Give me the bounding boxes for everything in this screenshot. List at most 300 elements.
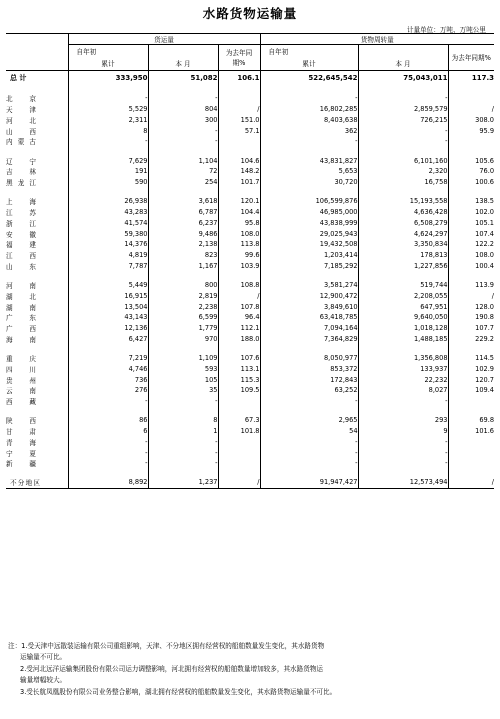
region-name-text: 湖北 — [6, 292, 36, 301]
region-name-text: 不分地区 — [10, 479, 40, 488]
region-name-text: 北京 — [6, 95, 36, 104]
region-name-text: 吉林 — [6, 168, 36, 177]
spacer-cell — [448, 344, 494, 353]
table-cell: - — [148, 396, 218, 407]
table-row — [6, 218, 494, 229]
table-cell: - — [68, 396, 148, 407]
table-cell: 6,599 — [148, 312, 218, 323]
spacer-cell — [358, 147, 448, 156]
table-cell: 293 — [358, 415, 448, 426]
table-cell: 1,109 — [148, 353, 218, 364]
table-cell: - — [148, 93, 218, 104]
spacer-cell — [448, 147, 494, 156]
table-row — [6, 155, 494, 166]
spacer-cell — [6, 469, 68, 478]
region-name-text: 贵州 — [6, 376, 36, 385]
region-name — [6, 426, 68, 437]
table-cell — [218, 93, 260, 104]
table-cell: 8 — [148, 415, 218, 426]
total-cell: 106.1 — [218, 71, 260, 85]
table-cell: 6,508,279 — [358, 218, 448, 229]
region-name — [6, 291, 68, 302]
total-cell: 117.3 — [448, 71, 494, 85]
spacer-cell — [218, 188, 260, 197]
table-cell: 12,136 — [68, 323, 148, 334]
page-title: 水路货物运输量 — [202, 6, 298, 21]
header-yoy-1: 为去年同期% — [218, 45, 260, 71]
spacer-cell — [148, 271, 218, 280]
table-cell: - — [358, 396, 448, 407]
header-ytd-2: 自年初 — [260, 45, 358, 57]
spacer-cell — [358, 407, 448, 416]
spacer-cell — [358, 344, 448, 353]
table-cell: 823 — [148, 250, 218, 261]
spacer-cell — [6, 147, 68, 156]
table-cell: - — [260, 458, 358, 469]
table-cell: 12,900,472 — [260, 291, 358, 302]
header-group-freight-volume: 货运量 — [68, 34, 260, 45]
header-cum-1: 累计 — [68, 57, 148, 71]
table-cell: 2,138 — [148, 239, 218, 250]
table-cell: 105.1 — [448, 218, 494, 229]
table-cell: 105 — [148, 374, 218, 385]
region-name — [6, 385, 68, 396]
table-cell: 16,758 — [358, 177, 448, 188]
region-name-text: 山西 — [6, 127, 36, 136]
table-cell: 16,915 — [68, 291, 148, 302]
region-name-text: 广东 — [6, 314, 36, 323]
table-cell — [448, 396, 494, 407]
header-month-top-2 — [358, 45, 448, 57]
table-row — [6, 125, 494, 136]
spacer-cell — [218, 407, 260, 416]
header-cum-2: 累计 — [260, 57, 358, 71]
table-cell — [218, 136, 260, 147]
table-cell: - — [148, 125, 218, 136]
table-row — [6, 477, 494, 488]
table-body — [6, 71, 494, 489]
spacer-cell — [6, 344, 68, 353]
spacer-cell — [218, 147, 260, 156]
table-cell: 1,356,808 — [358, 353, 448, 364]
table-cell: 59,380 — [68, 228, 148, 239]
table-cell: 113.9 — [448, 280, 494, 291]
table-cell: 115.3 — [218, 374, 260, 385]
table-cell: 104.4 — [218, 207, 260, 218]
table-cell: 101.6 — [448, 426, 494, 437]
table-cell: 113.1 — [218, 364, 260, 375]
region-name-text: 重庆 — [6, 355, 36, 364]
spacer-row — [6, 469, 494, 478]
table-cell: 63,418,785 — [260, 312, 358, 323]
table-cell: 1,203,414 — [260, 250, 358, 261]
table-cell: 308.0 — [448, 115, 494, 126]
table-row — [6, 207, 494, 218]
table-cell: 5,449 — [68, 280, 148, 291]
table-cell — [218, 447, 260, 458]
table-cell: 14,376 — [68, 239, 148, 250]
table-cell: 2,238 — [148, 301, 218, 312]
table-cell: - — [148, 136, 218, 147]
table-cell: 109.4 — [448, 385, 494, 396]
table-cell: 107.4 — [448, 228, 494, 239]
table-cell: 970 — [148, 334, 218, 345]
region-name — [6, 261, 68, 272]
table-cell: / — [448, 104, 494, 115]
region-name-text: 广西 — [6, 325, 36, 334]
table-cell: 107.6 — [218, 353, 260, 364]
spacer-cell — [6, 85, 68, 94]
table-cell: 108.0 — [448, 250, 494, 261]
table-cell: 1,104 — [148, 155, 218, 166]
region-name-text: 河南 — [6, 282, 36, 291]
table-cell: 8 — [68, 125, 148, 136]
table-row — [6, 334, 494, 345]
table-cell — [448, 93, 494, 104]
note-line: 运输量不可比。 — [20, 653, 67, 662]
spacer-cell — [68, 188, 148, 197]
table-cell: 8,027 — [358, 385, 448, 396]
header-month-1: 本 月 — [148, 57, 218, 71]
region-name — [6, 353, 68, 364]
spacer-cell — [218, 469, 260, 478]
region-name — [6, 166, 68, 177]
spacer-cell — [148, 344, 218, 353]
table-cell: - — [260, 447, 358, 458]
table-cell: 95.9 — [448, 125, 494, 136]
table-cell: - — [358, 437, 448, 448]
table-cell: 114.5 — [448, 353, 494, 364]
table-cell: 57.1 — [218, 125, 260, 136]
spacer-cell — [260, 344, 358, 353]
table-cell: 102.9 — [448, 364, 494, 375]
table-cell: 7,219 — [68, 353, 148, 364]
table-cell: 229.2 — [448, 334, 494, 345]
table-row — [6, 364, 494, 375]
table-cell: 3,581,274 — [260, 280, 358, 291]
table-cell: 2,965 — [260, 415, 358, 426]
table-cell: 254 — [148, 177, 218, 188]
region-name-text: 海南 — [6, 335, 36, 344]
region-name-text: 江苏 — [6, 209, 36, 218]
table-row — [6, 228, 494, 239]
header-group-turnover: 货物周转量 — [260, 34, 494, 45]
table-row — [6, 291, 494, 302]
spacer-cell — [358, 271, 448, 280]
spacer-cell — [218, 85, 260, 94]
table-cell: 362 — [260, 125, 358, 136]
table-cell: 7,185,292 — [260, 261, 358, 272]
region-name — [6, 125, 68, 136]
table-cell: 1 — [148, 426, 218, 437]
spacer-row — [6, 407, 494, 416]
table-cell: 6 — [68, 426, 148, 437]
region-name-text: 青海 — [6, 438, 36, 447]
table-cell: 6,237 — [148, 218, 218, 229]
note-line: 3.受长航凤凰股份有限公司业务整合影响，湖北拥有经营权的船舶数量发生变化，其水路货物运输量不可比。 — [20, 687, 337, 696]
table-cell: 120.1 — [218, 196, 260, 207]
table-cell: 804 — [148, 104, 218, 115]
note-line: 注：1.受天津中远散装运输有限公司重组影响，天津、不分地区拥有经营权的船舶数量发生变化，其水路货物 — [8, 642, 325, 650]
region-name — [6, 477, 68, 488]
spacer-cell — [6, 271, 68, 280]
table-cell: 519,744 — [358, 280, 448, 291]
region-name — [6, 301, 68, 312]
header-month-top-1 — [148, 45, 218, 57]
region-name — [6, 312, 68, 323]
spacer-cell — [448, 469, 494, 478]
table-cell: - — [148, 447, 218, 458]
table-cell: 188.0 — [218, 334, 260, 345]
spacer-cell — [148, 407, 218, 416]
region-name — [6, 177, 68, 188]
spacer-row — [6, 147, 494, 156]
table-row — [6, 458, 494, 469]
table-cell — [448, 447, 494, 458]
table-cell — [448, 136, 494, 147]
table-row — [6, 396, 494, 407]
table-cell: 108.0 — [218, 228, 260, 239]
table-row — [6, 136, 494, 147]
table-cell: - — [68, 93, 148, 104]
spacer-cell — [148, 147, 218, 156]
region-name-text: 山东 — [6, 262, 36, 271]
table-row — [6, 447, 494, 458]
table-cell: 63,252 — [260, 385, 358, 396]
table-cell: 128.0 — [448, 301, 494, 312]
table-cell: 76.0 — [448, 166, 494, 177]
table-cell: 29,025,943 — [260, 228, 358, 239]
table-cell: 120.7 — [448, 374, 494, 385]
table-cell: 7,787 — [68, 261, 148, 272]
spacer-cell — [148, 188, 218, 197]
table-cell: - — [358, 125, 448, 136]
spacer-cell — [260, 469, 358, 478]
region-name — [6, 93, 68, 104]
region-name-text: 湖南 — [6, 303, 36, 312]
freight-table — [6, 33, 494, 489]
table-row — [6, 196, 494, 207]
spacer-cell — [68, 344, 148, 353]
table-row — [6, 353, 494, 364]
region-name — [6, 374, 68, 385]
table-cell: 122.2 — [448, 239, 494, 250]
region-name-text: 陕西 — [6, 417, 36, 426]
spacer-cell — [448, 407, 494, 416]
table-cell: 5,529 — [68, 104, 148, 115]
table-cell: / — [448, 477, 494, 488]
table-cell: 69.8 — [448, 415, 494, 426]
spacer-cell — [358, 469, 448, 478]
region-name — [6, 207, 68, 218]
table-cell: 647,951 — [358, 301, 448, 312]
table-cell: 138.5 — [448, 196, 494, 207]
table-cell: 1,237 — [148, 477, 218, 488]
table-cell: 96.4 — [218, 312, 260, 323]
table-cell: 178,813 — [358, 250, 448, 261]
region-name-text: 宁夏 — [6, 449, 36, 458]
table-cell: 1,167 — [148, 261, 218, 272]
region-name-text: 西藏 — [6, 398, 36, 407]
region-name — [6, 323, 68, 334]
region-name — [6, 218, 68, 229]
table-cell: / — [218, 104, 260, 115]
table-cell: 6,787 — [148, 207, 218, 218]
table-cell: 4,819 — [68, 250, 148, 261]
table-cell: - — [68, 136, 148, 147]
table-cell: 9,486 — [148, 228, 218, 239]
table-cell: / — [218, 477, 260, 488]
table-cell: - — [148, 458, 218, 469]
table-cell: 300 — [148, 115, 218, 126]
table-cell: 100.6 — [448, 177, 494, 188]
spacer-cell — [448, 188, 494, 197]
region-name-text: 新疆 — [6, 460, 36, 469]
table-row — [6, 312, 494, 323]
table-cell: 43,283 — [68, 207, 148, 218]
unit-label: 计量单位：万吨、万吨公里 — [406, 26, 486, 34]
table-cell: 2,859,579 — [358, 104, 448, 115]
table-cell: - — [68, 458, 148, 469]
table-cell: 726,215 — [358, 115, 448, 126]
table-cell: 100.4 — [448, 261, 494, 272]
region-name-text: 江西 — [6, 252, 36, 261]
spacer-cell — [148, 469, 218, 478]
region-name — [6, 239, 68, 250]
table-cell — [218, 458, 260, 469]
region-name — [6, 415, 68, 426]
table-cell: 1,227,856 — [358, 261, 448, 272]
region-name — [6, 196, 68, 207]
spacer-cell — [358, 85, 448, 94]
spacer-row — [6, 271, 494, 280]
table-cell: 172,843 — [260, 374, 358, 385]
table-cell: / — [448, 291, 494, 302]
spacer-cell — [448, 85, 494, 94]
region-name-text: 内蒙古 — [6, 138, 36, 147]
table-row — [6, 426, 494, 437]
spacer-cell — [68, 469, 148, 478]
table-cell: 6,101,160 — [358, 155, 448, 166]
table-cell: 9,640,050 — [358, 312, 448, 323]
spacer-cell — [260, 85, 358, 94]
table-cell: 112.1 — [218, 323, 260, 334]
table-cell: - — [358, 447, 448, 458]
region-name-text: 天津 — [6, 106, 36, 115]
table-row — [6, 385, 494, 396]
table-row — [6, 93, 494, 104]
table-cell: 15,193,558 — [358, 196, 448, 207]
table-cell: 13,504 — [68, 301, 148, 312]
table-cell: 1,779 — [148, 323, 218, 334]
table-cell: 7,629 — [68, 155, 148, 166]
table-cell: 99.6 — [218, 250, 260, 261]
table-cell: 590 — [68, 177, 148, 188]
table-cell: 35 — [148, 385, 218, 396]
table-cell: 8,403,638 — [260, 115, 358, 126]
table-cell: 101.8 — [218, 426, 260, 437]
table-cell: 95.8 — [218, 218, 260, 229]
table-row — [6, 437, 494, 448]
total-cell: 51,082 — [148, 71, 218, 85]
table-cell: 8,892 — [68, 477, 148, 488]
table-cell: 191 — [68, 166, 148, 177]
table-cell: 16,802,285 — [260, 104, 358, 115]
table-cell: 72 — [148, 166, 218, 177]
table-cell: 54 — [260, 426, 358, 437]
table-cell: 9 — [358, 426, 448, 437]
table-cell: 67.3 — [218, 415, 260, 426]
table-cell: 7,094,164 — [260, 323, 358, 334]
table-cell: 593 — [148, 364, 218, 375]
table-cell: - — [68, 447, 148, 458]
table-cell: 2,819 — [148, 291, 218, 302]
table-cell: 41,574 — [68, 218, 148, 229]
table-cell: 91,947,427 — [260, 477, 358, 488]
table-row — [6, 415, 494, 426]
region-name — [6, 155, 68, 166]
table-cell — [218, 437, 260, 448]
spacer-cell — [260, 407, 358, 416]
table-cell: 101.7 — [218, 177, 260, 188]
table-cell: 26,938 — [68, 196, 148, 207]
region-name-text: 黑龙江 — [6, 179, 36, 188]
table-cell: 12,573,494 — [358, 477, 448, 488]
table-cell: 46,985,000 — [260, 207, 358, 218]
header-yoy-2: 为去年同期% — [448, 45, 494, 71]
region-name — [6, 104, 68, 115]
table-cell — [448, 437, 494, 448]
table-row — [6, 250, 494, 261]
spacer-cell — [68, 147, 148, 156]
table-cell: 103.9 — [218, 261, 260, 272]
table-cell: 109.5 — [218, 385, 260, 396]
spacer-row — [6, 344, 494, 353]
table-cell: - — [260, 136, 358, 147]
note-line: 2.受河北远洋运输集团股份有限公司运力调整影响，河北拥有经营权的船舶数量增加较多，其水路货物运 — [20, 664, 324, 673]
table-cell: 113.8 — [218, 239, 260, 250]
table-cell: 190.8 — [448, 312, 494, 323]
total-cell: 522,645,542 — [260, 71, 358, 85]
table-cell: - — [358, 93, 448, 104]
table-cell: 2,311 — [68, 115, 148, 126]
spacer-cell — [260, 188, 358, 197]
region-name — [6, 250, 68, 261]
region-name-text: 浙江 — [6, 219, 36, 228]
table-cell: 4,636,428 — [358, 207, 448, 218]
region-name-text: 甘肃 — [6, 428, 36, 437]
note-line: 输量增幅较大。 — [20, 676, 67, 685]
region-name — [6, 115, 68, 126]
spacer-cell — [6, 188, 68, 197]
region-name — [6, 228, 68, 239]
spacer-row — [6, 188, 494, 197]
spacer-row — [6, 85, 494, 94]
region-name — [6, 458, 68, 469]
region-name-text: 辽宁 — [6, 157, 36, 166]
table-cell: 102.0 — [448, 207, 494, 218]
table-row — [6, 301, 494, 312]
table-cell: 3,618 — [148, 196, 218, 207]
table-row — [6, 239, 494, 250]
table-cell: - — [68, 437, 148, 448]
header-ytd-1: 自年初 — [68, 45, 148, 57]
table-row — [6, 323, 494, 334]
spacer-cell — [68, 407, 148, 416]
table-cell: 1,488,185 — [358, 334, 448, 345]
spacer-cell — [260, 147, 358, 156]
region-name — [6, 447, 68, 458]
